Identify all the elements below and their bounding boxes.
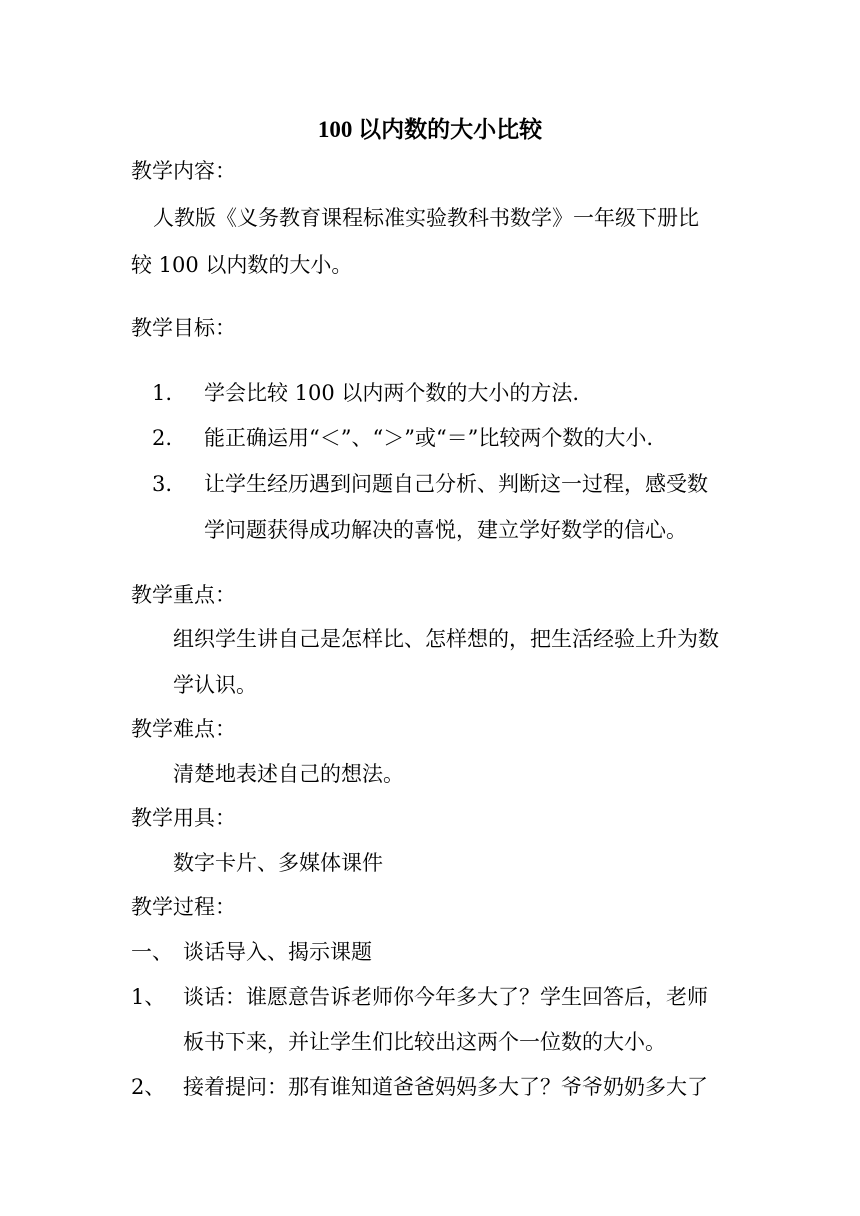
section-heading-difficulties: 教学难点： xyxy=(131,717,236,741)
key-points-line-2: 学认识。 xyxy=(173,673,257,697)
step-line-1b: 板书下来，并让学生们比较出这两个一位数的大小。 xyxy=(183,1030,666,1054)
goal-line-3a: 让学生经历遇到问题自己分析、判断这一过程，感受数 xyxy=(204,472,708,496)
goal-number-3: 3. xyxy=(152,472,173,496)
goal-line-3b: 学问题获得成功解决的喜悦，建立学好数学的信心。 xyxy=(204,518,687,542)
goal-number-2: 2. xyxy=(152,426,173,450)
difficulties-line-1: 清楚地表述自己的想法。 xyxy=(173,762,404,786)
process-section-title: 谈话导入、揭示课题 xyxy=(183,940,372,964)
key-points-line-1: 组织学生讲自己是怎样比、怎样想的，把生活经验上升为数 xyxy=(173,627,719,651)
section-heading-process: 教学过程： xyxy=(131,895,236,919)
content-line-2: 较 100 以内数的大小。 xyxy=(131,253,353,277)
step-line-1a: 谈话：谁愿意告诉老师你今年多大了？学生回答后，老师 xyxy=(183,985,708,1009)
tools-line-1: 数字卡片、多媒体课件 xyxy=(173,851,383,875)
goal-line-1: 学会比较 100 以内两个数的大小的方法. xyxy=(204,381,580,405)
process-section-number: 一、 xyxy=(131,940,173,964)
document-title: 100 以内数的大小比较 xyxy=(317,117,543,142)
step-number-1: 1、 xyxy=(131,985,166,1009)
content-line-1: 人教版《义务教育课程标准实验教科书数学》一年级下册比 xyxy=(153,206,699,230)
goal-number-1: 1. xyxy=(152,381,173,405)
step-line-2a: 接着提问：那有谁知道爸爸妈妈多大了？爷爷奶奶多大了 xyxy=(183,1075,708,1099)
section-heading-key-points: 教学重点： xyxy=(131,583,236,607)
section-heading-content: 教学内容： xyxy=(131,159,236,183)
section-heading-tools: 教学用具： xyxy=(131,806,236,830)
step-number-2: 2、 xyxy=(131,1075,166,1099)
section-heading-goals: 教学目标： xyxy=(131,316,236,340)
goal-line-2: 能正确运用“＜”、“＞”或“＝”比较两个数的大小. xyxy=(204,426,654,450)
